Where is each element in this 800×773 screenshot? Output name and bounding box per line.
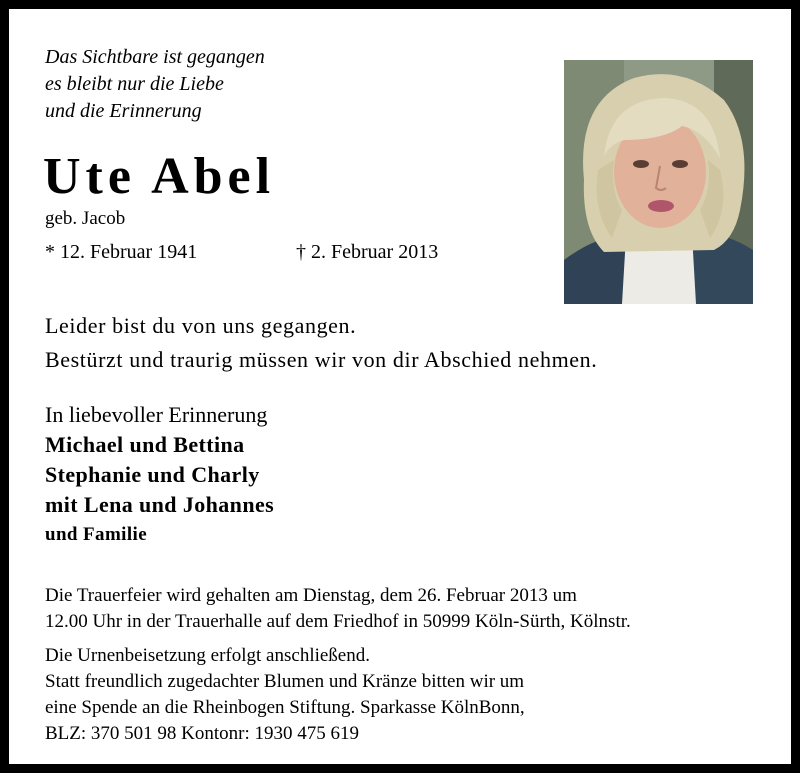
motto bbox=[45, 44, 265, 125]
motto-line-2: es bleibt nur die Liebe bbox=[45, 73, 224, 95]
donation-line-2: Statt freundlich zugedachter Blumen und Kränze bitten wir um bbox=[45, 671, 525, 692]
donation-line-4: BLZ: 370 501 98 Kontonr: 1930 475 619 bbox=[45, 723, 360, 744]
message-line-2: Bestürzt und traurig müssen wir von dir Abschied nehmen. bbox=[45, 347, 598, 372]
portrait-image bbox=[564, 60, 753, 304]
portrait-photo bbox=[564, 60, 753, 304]
family-name-2: Stephanie und Charly bbox=[45, 462, 260, 487]
maiden-name: geb. Jacob bbox=[45, 208, 126, 229]
birth-date: * 12. Februar 1941 bbox=[45, 241, 198, 263]
ceremony-line-2: 12.00 Uhr in der Trauerhalle auf dem Friedhof in 50999 Köln-Sürth, Kölnstr. bbox=[45, 611, 631, 632]
memory-intro: In liebevoller Erinnerung bbox=[45, 402, 268, 427]
donation-line-3: eine Spende an die Rheinbogen Stiftung. Sparkasse KölnBonn, bbox=[45, 697, 525, 718]
family-name-1: Michael und Bettina bbox=[45, 432, 245, 457]
deceased-name: Ute Abel bbox=[43, 148, 276, 205]
family-signature bbox=[45, 400, 274, 550]
farewell-message bbox=[45, 309, 597, 377]
donation-line-1: Die Urnenbeisetzung erfolgt anschließend. bbox=[45, 645, 370, 666]
ceremony-line-1: Die Trauerfeier wird gehalten am Dienstag, dem 26. Februar 2013 um bbox=[45, 585, 577, 606]
motto-line-3: und die Erinnerung bbox=[45, 100, 202, 122]
family-closing: und Familie bbox=[45, 524, 148, 545]
family-name-3: mit Lena und Johannes bbox=[45, 492, 275, 517]
motto-line-1: Das Sichtbare ist gegangen bbox=[45, 46, 265, 68]
funeral-notice bbox=[45, 583, 631, 747]
death-date: † 2. Februar 2013 bbox=[296, 241, 439, 263]
message-line-1: Leider bist du von uns gegangen. bbox=[45, 313, 357, 338]
